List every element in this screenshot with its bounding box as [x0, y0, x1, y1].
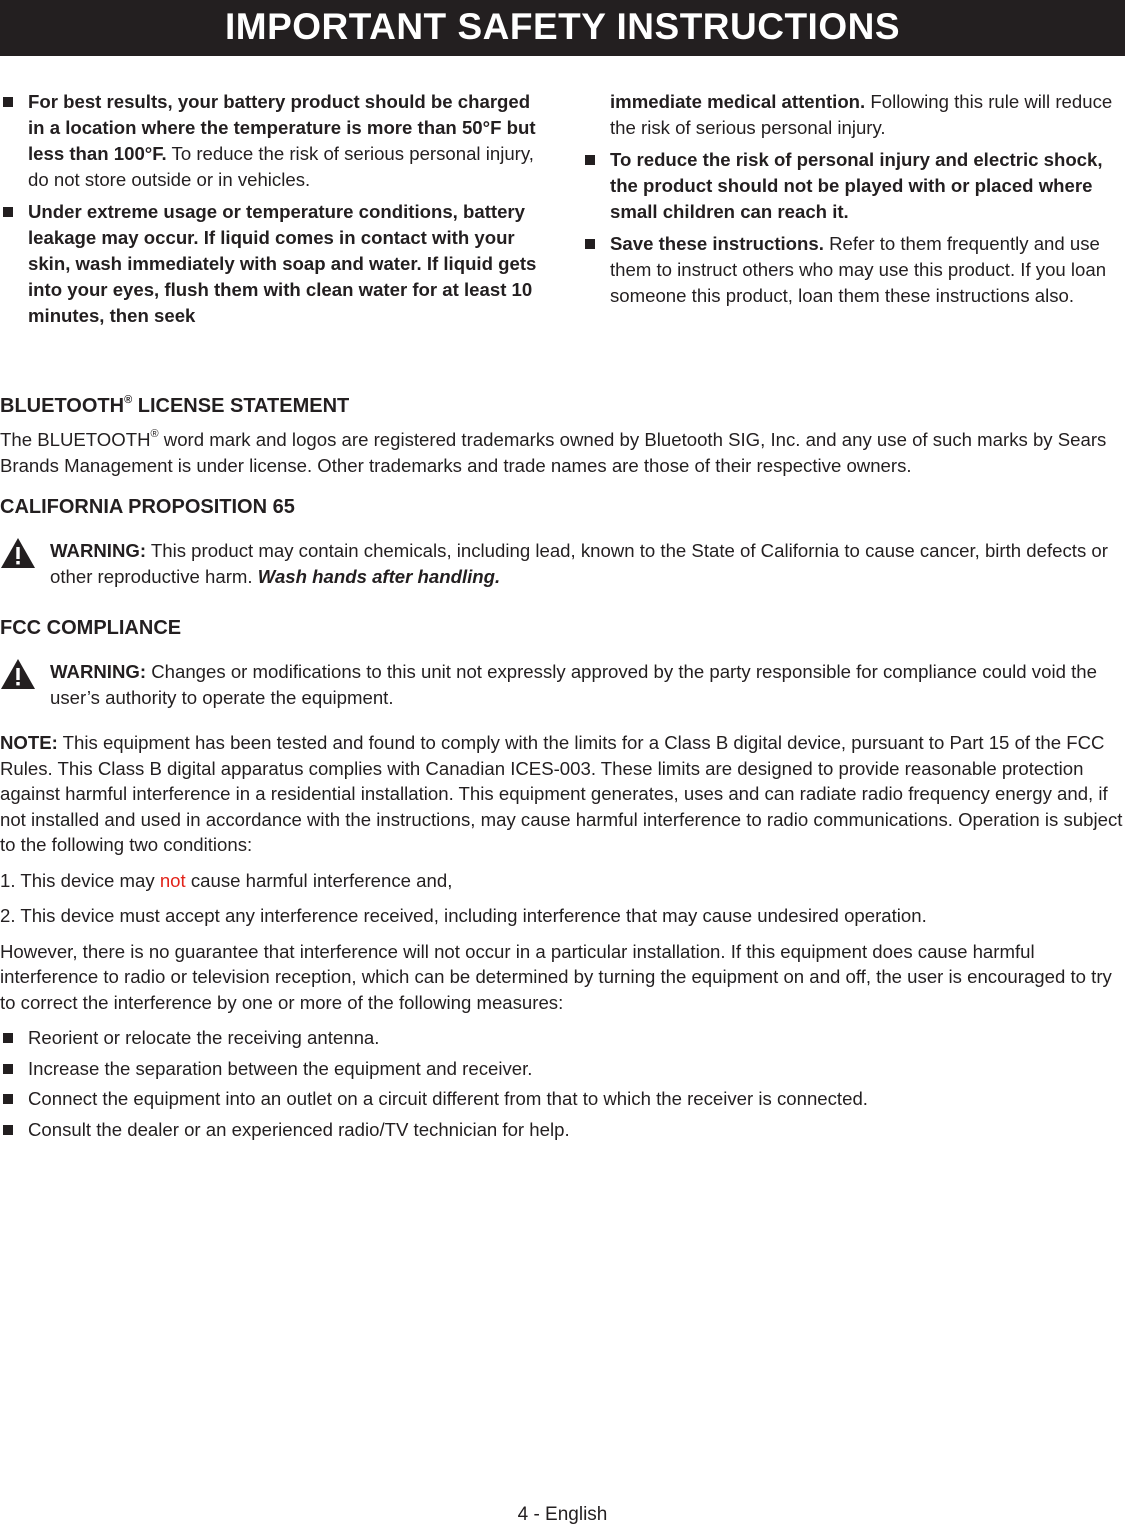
- measure-text: Reorient or relocate the receiving antenna.: [28, 1027, 380, 1048]
- fcc-condition-2: 2. This device must accept any interference received, including interference that may cause undesired operation.: [0, 905, 927, 926]
- safety-item-bold: For best results, your battery product should be charged in a location where the temperature is more than 50°F but less than 100°F.: [28, 91, 536, 164]
- fcc-warning: [0, 659, 1125, 710]
- bluetooth-body-a: The BLUETOOTH: [0, 429, 151, 450]
- prop65-warning: [0, 538, 1125, 589]
- safety-item-leakage: [0, 199, 548, 329]
- condition-emphasis: not: [159, 869, 186, 891]
- square-bullet-icon: [3, 1064, 13, 1074]
- safety-item-text: Following this rule will reduce the risk of serious personal injury.: [610, 91, 1113, 138]
- warning-label: WARNING:: [50, 661, 147, 682]
- warning-triangle-icon: [0, 537, 36, 569]
- fcc-however: However, there is no guarantee that interference will not occur in a particular installation. If this equipment does cause harmful interference to radio or television reception, which can be determined by turning the equipment on and off, the user is encouraged to try to correct the interference by one or more of the following measures:: [0, 940, 1112, 1013]
- warning-text: Changes or modifications to this unit not expressly approved by the party responsible for compliance could void the user’s authority to operate the equipment.: [50, 661, 1097, 708]
- warning-text: This product may contain chemicals, including lead, known to the State of California to cause cancer, birth defects or other reproductive harm.: [50, 540, 1108, 587]
- safety-column-right: [582, 89, 1125, 315]
- safety-column-left: [0, 89, 548, 335]
- registered-mark: ®: [124, 394, 133, 406]
- page-banner: IMPORTANT SAFETY INSTRUCTIONS: [0, 0, 1125, 56]
- bluetooth-heading-b: LICENSE STATEMENT: [132, 395, 350, 417]
- square-bullet-icon: [3, 97, 13, 107]
- condition-text: cause harmful interference and,: [185, 869, 453, 891]
- measure-text: Increase the separation between the equipment and receiver.: [28, 1057, 533, 1079]
- safety-item-bold: To reduce the risk of personal injury and electric shock, the product should not be played with or placed where small children can reach it.: [610, 149, 1103, 222]
- bluetooth-body-b: word mark and logos are registered trademarks owned by Bluetooth SIG, Inc. and any use of such marks by Sears Brands Management is under license. Other trademarks and trade names are those of their respective owners.: [0, 429, 1107, 476]
- fcc-heading: FCC COMPLIANCE: [0, 617, 182, 639]
- square-bullet-icon: [3, 207, 13, 217]
- bluetooth-heading: [0, 393, 1125, 419]
- prop65-heading: CALIFORNIA PROPOSITION 65: [0, 496, 295, 518]
- measure-item: [0, 1025, 1125, 1051]
- measure-item: [0, 1056, 1125, 1082]
- note-text: This equipment has been tested and found to comply with the limits for a Class B digital device, pursuant to Part 15 of the FCC Rules. This Class B digital apparatus complies with Canadian ICES-003. These limits are designed to provide reasonable protection against harmful interference in a residential installation. This equipment generates, uses and can radiate radio frequency energy and, if not installed and used in accordance with the instructions, may cause harmful interference to radio communications. Operation is subject to the following two conditions:: [0, 732, 1123, 855]
- measure-text: Consult the dealer or an experienced radio/TV technician for help.: [28, 1118, 570, 1140]
- square-bullet-icon: [3, 1125, 13, 1135]
- measure-item: [0, 1117, 1125, 1143]
- safety-item-children: [582, 147, 1125, 225]
- page-footer: 4 - English: [517, 1504, 608, 1525]
- bluetooth-body: [0, 427, 1125, 478]
- warning-emphasis: Wash hands after handling.: [257, 565, 501, 587]
- safety-item-temperature: [0, 89, 548, 193]
- square-bullet-icon: [3, 1094, 13, 1104]
- warning-triangle-icon: [0, 658, 36, 690]
- fcc-note: [0, 730, 1125, 858]
- safety-item-text: Refer to them frequently and use them to instruct others who may use this product. If you loan someone this product, loan them these instructions also.: [610, 233, 1107, 306]
- square-bullet-icon: [3, 1033, 13, 1043]
- square-bullet-icon: [585, 155, 595, 165]
- safety-item-bold: Save these instructions.: [610, 233, 824, 254]
- registered-mark: ®: [150, 428, 159, 440]
- main-content: [0, 393, 1125, 1147]
- condition-text: 1. This device may: [0, 869, 160, 891]
- fcc-condition-1: [0, 868, 1125, 894]
- safety-item-bold: immediate medical attention.: [610, 91, 866, 112]
- warning-label: WARNING:: [50, 540, 147, 561]
- safety-item-save: [582, 231, 1125, 309]
- safety-item-bold: Under extreme usage or temperature conditions, battery leakage may occur. If liquid comes in contact with your skin, wash immediately with soap and water. If liquid gets into your eyes, flush them with clean water for at least 10 minutes, then seek: [28, 201, 537, 326]
- measure-text: Connect the equipment into an outlet on a circuit different from that to which the receiver is connected.: [28, 1088, 868, 1109]
- note-label: NOTE:: [0, 732, 58, 753]
- square-bullet-icon: [585, 239, 595, 249]
- bluetooth-heading-a: BLUETOOTH: [0, 395, 125, 417]
- safety-item-text: To reduce the risk of serious personal injury, do not store outside or in vehicles.: [28, 143, 534, 190]
- safety-item-leakage-continued: [582, 89, 1125, 141]
- measure-item: [0, 1086, 1125, 1112]
